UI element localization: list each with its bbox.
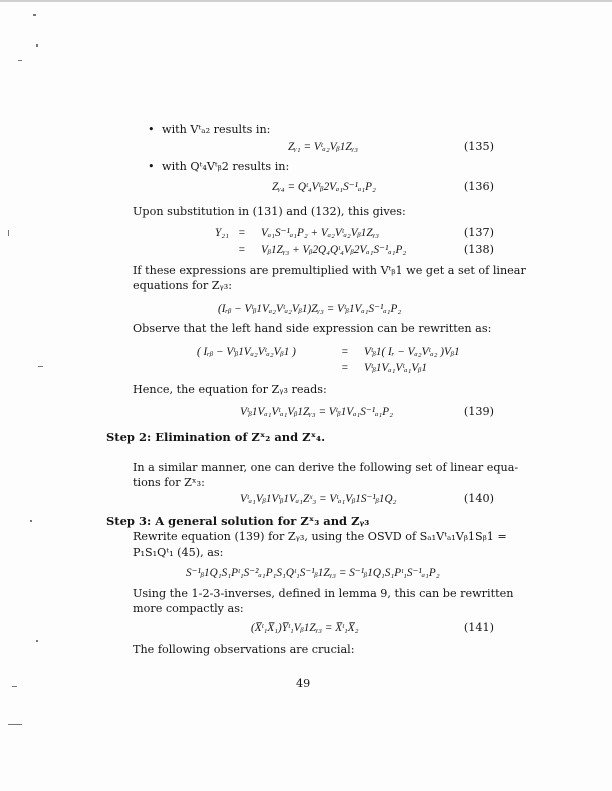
- page-number: 49: [296, 677, 311, 690]
- scan-speck: [12, 686, 17, 687]
- scan-speck: [18, 60, 22, 61]
- paragraph-using-cont: more compactly as:: [133, 602, 244, 615]
- scan-speck: [8, 724, 22, 725]
- equation-observe2-rhs: Vᵗᵦ1Vₐ₁Vᵗₐ₁Vᵦ1: [364, 362, 427, 374]
- paragraph-premultiply-cont: equations for Zᵧ₃:: [133, 279, 232, 292]
- equation-rewritten: S⁻¹ᵦ1Q₁S₁Pᵗ₁S⁻²ₐ₁P₁S₁Qᵗ₁S⁻¹ᵦ1Zᵧ₃ = S⁻¹ᵦ1Q₁S₁Pᵗ₁S⁻¹ₐ₁P₂: [186, 567, 440, 579]
- equation-number: (138): [463, 243, 494, 256]
- equation-number: (139): [463, 405, 494, 418]
- equation-137-rhs: Vₐ₁S⁻¹ₐ₁P₂ + Vₐ₂Vᵗₐ₂Vᵦ1Zᵧ₃: [261, 227, 380, 239]
- paragraph-substitution: Upon substitution in (131) and (132), this gives:: [133, 205, 406, 218]
- scan-speck: [36, 640, 38, 642]
- scan-speck: [30, 520, 32, 522]
- equation-140: Vᵗₐ₁Vᵦ1Vᵗᵦ1Vₐ₁Zˣ₃ = Vᵗₐ₁Vᵦ1S⁻¹ᵦ1Q₂: [240, 493, 397, 505]
- paragraph-observe: Observe that the left hand side expression can be rewritten as:: [133, 322, 492, 335]
- equation-135: Zᵧ₁ = Vᵗₐ₂Vᵦ1Zᵧ₃: [288, 141, 359, 153]
- equation-137-rel: =: [238, 227, 246, 239]
- equation-137-lhs: Y₂₁: [215, 227, 230, 239]
- bullet-item: • with Qᵗ₄Vᵗᵦ2 results in:: [148, 160, 290, 173]
- paragraph-using: Using the 1-2-3-inverses, defined in lemma 9, this can be rewritten: [133, 587, 514, 600]
- equation-139: Vᵗᵦ1Vₐ₁Vᵗₐ₁Vᵦ1Zᵧ₃ = Vᵗᵦ1Vₐ₁S⁻¹ₐ₁P₂: [240, 406, 394, 418]
- equation-linear: (Iᵣᵦ − Vᵗᵦ1Vₐ₂Vᵗₐ₂Vᵦ1)Zᵧ₃ = Vᵗᵦ1Vₐ₁S⁻¹ₐ₁P₂: [218, 303, 402, 315]
- paragraph-rewrite-cont: P₁S₁Qᵗ₁ (45), as:: [133, 546, 224, 559]
- step-3-heading: Step 3: A general solution for Zˣ₃ and Zᵧ₃: [106, 514, 370, 528]
- equation-observe-rhs: Vᵗᵦ1( Iᵣ − Vₐ₂Vᵗₐ₂ )Vᵦ1: [364, 346, 460, 358]
- paragraph-similar-cont: tions for Zˣ₃:: [133, 476, 205, 489]
- equation-141: (X̅ᵗ₁X̅₁)Y̅ᵗ₁Vᵦ1Zᵧ₃ = X̅ᵗ₁X̅₂: [251, 622, 359, 634]
- step-2-heading: Step 2: Elimination of Zˣ₂ and Zˣ₄.: [106, 430, 326, 444]
- equation-observe-lhs: ( Iᵣᵦ − Vᵗᵦ1Vₐ₂Vᵗₐ₂Vᵦ1 ): [197, 346, 296, 358]
- equation-138-rel: =: [238, 244, 246, 256]
- bullet-item: • with Vᵗₐ₂ results in:: [148, 123, 271, 136]
- equation-number: (141): [463, 621, 494, 634]
- equation-observe-rel: =: [341, 346, 349, 358]
- paragraph-similar: In a similar manner, one can derive the following set of linear equa-: [133, 461, 519, 474]
- scan-speck: [8, 230, 9, 236]
- scan-edge: [0, 0, 612, 2]
- paragraph-hence: Hence, the equation for Zᵧ₃ reads:: [133, 383, 327, 396]
- equation-138-rhs: Vᵦ1Zᵧ₃ + Vᵦ2Q₄Qᵗ₄Vᵦ2Vₐ₁S⁻¹ₐ₁P₂: [261, 244, 407, 256]
- scan-speck: [38, 366, 43, 367]
- equation-number: (140): [463, 492, 494, 505]
- scan-speck: [36, 44, 38, 47]
- paragraph-rewrite: Rewrite equation (139) for Zᵧ₃, using the OSVD of Sₐ₁Vᵗₐ₁Vᵦ1Sᵦ1 =: [133, 530, 507, 543]
- equation-observe2-rel: =: [341, 362, 349, 374]
- paragraph-observations: The following observations are crucial:: [133, 643, 355, 656]
- equation-number: (136): [463, 180, 494, 193]
- equation-number: (135): [463, 140, 494, 153]
- equation-136: Zᵧ₄ = Qᵗ₄Vᵗᵦ2Vₐ₁S⁻¹ₐ₁P₂: [272, 181, 376, 193]
- bullet-text: with Qᵗ₄Vᵗᵦ2 results in:: [162, 160, 290, 173]
- scan-speck: [33, 14, 36, 16]
- bullet-text: with Vᵗₐ₂ results in:: [162, 123, 271, 136]
- paragraph-premultiply: If these expressions are premultiplied with Vᵗᵦ1 we get a set of linear: [133, 264, 526, 277]
- equation-number: (137): [463, 226, 494, 239]
